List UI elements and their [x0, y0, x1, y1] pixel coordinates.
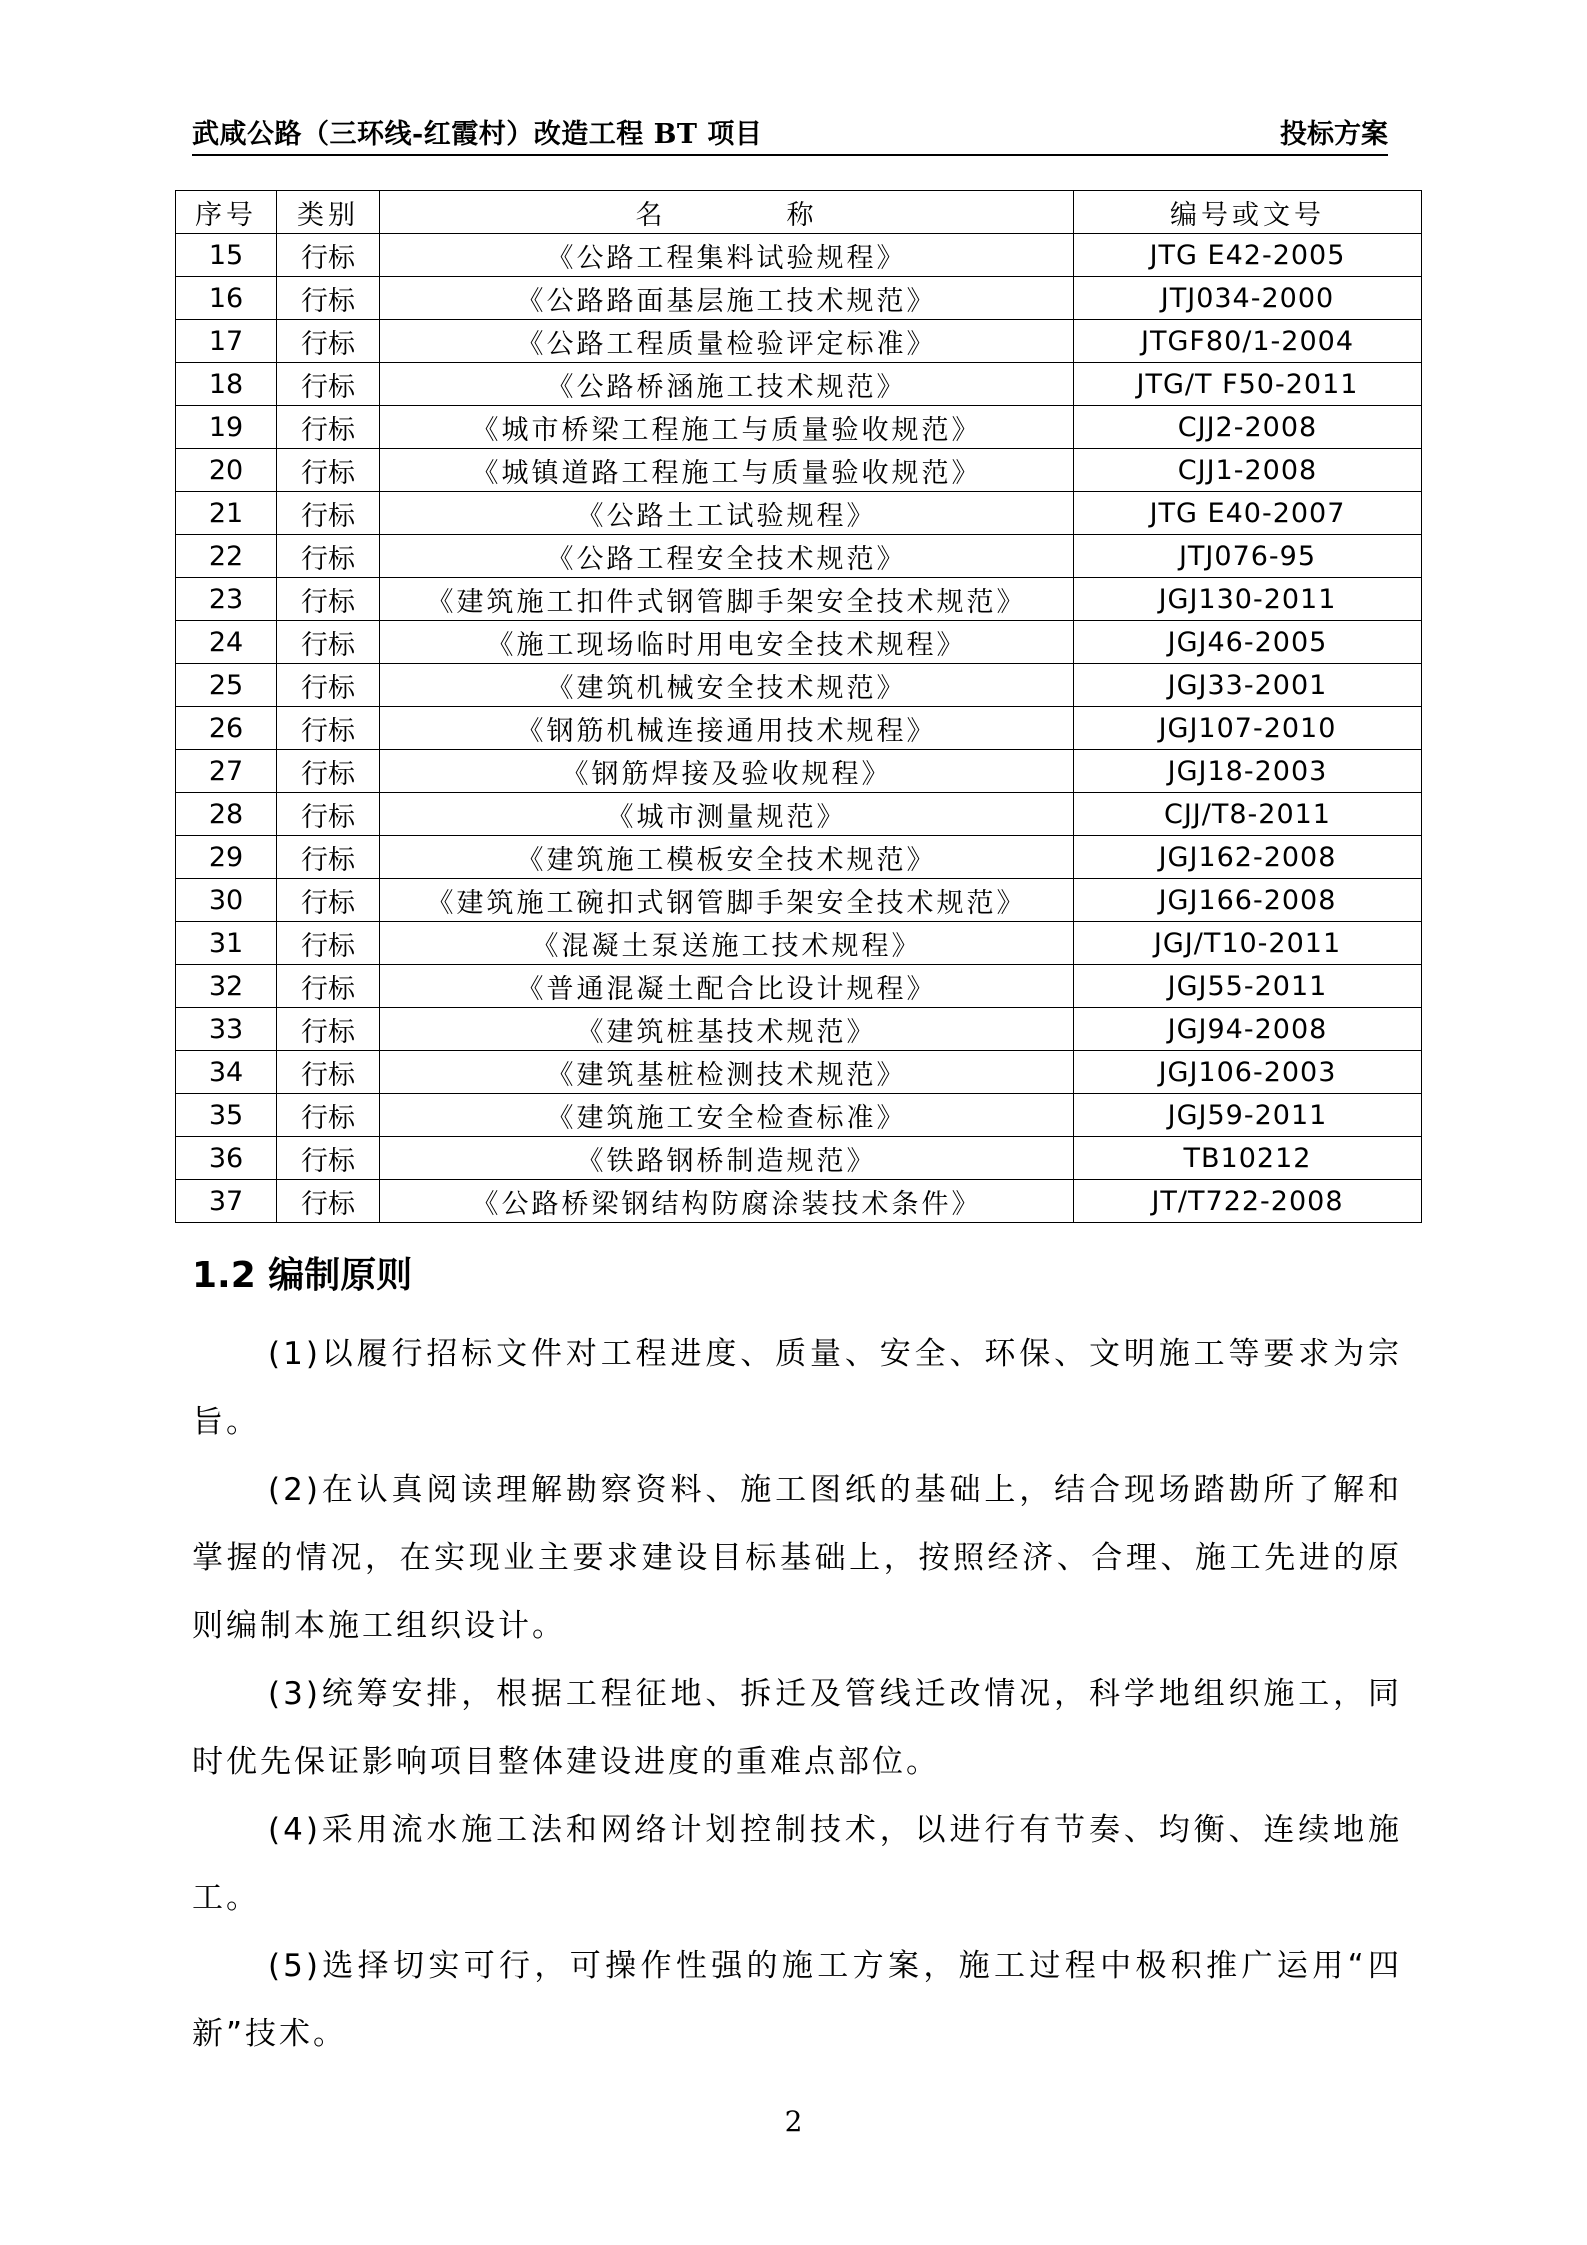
cell-category: 行标	[277, 535, 380, 578]
paragraph: (3)统筹安排，根据工程征地、拆迁及管线迁改情况，科学地组织施工，同时优先保证影响项目整体建设进度的重难点部位。	[192, 1676, 1402, 1780]
table-row	[176, 707, 1422, 750]
cell-category: 行标	[277, 1051, 380, 1094]
table-row	[176, 1180, 1422, 1223]
table-row	[176, 836, 1422, 879]
cell-name: 《公路工程安全技术规范》	[380, 535, 1074, 578]
cell-number: 36	[176, 1137, 277, 1180]
cell-code: JTGF80/1-2004	[1074, 320, 1422, 363]
cell-code: JGJ55-2011	[1074, 965, 1422, 1008]
cell-name: 《建筑基桩检测技术规范》	[380, 1051, 1074, 1094]
cell-category: 行标	[277, 707, 380, 750]
cell-name: 《钢筋焊接及验收规程》	[380, 750, 1074, 793]
cell-number: 23	[176, 578, 277, 621]
table-row	[176, 449, 1422, 492]
column-header-name-part2: 称	[786, 199, 818, 231]
table-row	[176, 965, 1422, 1008]
cell-code: JGJ46-2005	[1074, 621, 1422, 664]
cell-number: 30	[176, 879, 277, 922]
column-header-code: 编号或文号	[1074, 191, 1422, 234]
cell-category: 行标	[277, 922, 380, 965]
cell-name: 《钢筋机械连接通用技术规程》	[380, 707, 1074, 750]
cell-name: 《建筑桩基技术规范》	[380, 1008, 1074, 1051]
cell-number: 17	[176, 320, 277, 363]
cell-number: 18	[176, 363, 277, 406]
cell-code: JT/T722-2008	[1074, 1180, 1422, 1223]
table-row	[176, 234, 1422, 277]
cell-category: 行标	[277, 363, 380, 406]
cell-code: JGJ94-2008	[1074, 1008, 1422, 1051]
cell-number: 33	[176, 1008, 277, 1051]
cell-name: 《铁路钢桥制造规范》	[380, 1137, 1074, 1180]
cell-number: 29	[176, 836, 277, 879]
table-row	[176, 492, 1422, 535]
cell-number: 31	[176, 922, 277, 965]
cell-number: 32	[176, 965, 277, 1008]
cell-code: JTG E42-2005	[1074, 234, 1422, 277]
cell-category: 行标	[277, 1094, 380, 1137]
cell-code: CJJ2-2008	[1074, 406, 1422, 449]
cell-code: JGJ18-2003	[1074, 750, 1422, 793]
cell-category: 行标	[277, 449, 380, 492]
cell-name: 《混凝土泵送施工技术规程》	[380, 922, 1074, 965]
cell-category: 行标	[277, 621, 380, 664]
cell-number: 27	[176, 750, 277, 793]
cell-name: 《建筑施工模板安全技术规范》	[380, 836, 1074, 879]
cell-category: 行标	[277, 750, 380, 793]
header-doc-type: 投标方案	[1280, 119, 1388, 150]
table-row	[176, 879, 1422, 922]
cell-number: 35	[176, 1094, 277, 1137]
cell-category: 行标	[277, 836, 380, 879]
cell-number: 24	[176, 621, 277, 664]
cell-name: 《建筑施工安全检查标准》	[380, 1094, 1074, 1137]
section-body	[192, 1320, 1402, 2068]
cell-number: 28	[176, 793, 277, 836]
cell-name: 《公路土工试验规程》	[380, 492, 1074, 535]
table-row	[176, 277, 1422, 320]
cell-category: 行标	[277, 1137, 380, 1180]
table-row	[176, 750, 1422, 793]
table-row	[176, 1137, 1422, 1180]
cell-name: 《公路路面基层施工技术规范》	[380, 277, 1074, 320]
cell-name: 《建筑机械安全技术规范》	[380, 664, 1074, 707]
cell-number: 20	[176, 449, 277, 492]
cell-code: JGJ/T10-2011	[1074, 922, 1422, 965]
cell-code: JTG E40-2007	[1074, 492, 1422, 535]
cell-name: 《建筑施工扣件式钢管脚手架安全技术规范》	[380, 578, 1074, 621]
table-row	[176, 406, 1422, 449]
cell-code: JTJ034-2000	[1074, 277, 1422, 320]
column-header-category: 类别	[277, 191, 380, 234]
cell-code: JGJ162-2008	[1074, 836, 1422, 879]
column-header-name-part1: 名	[635, 199, 667, 231]
table-row	[176, 535, 1422, 578]
cell-category: 行标	[277, 1008, 380, 1051]
cell-code: TB10212	[1074, 1137, 1422, 1180]
cell-code: JGJ106-2003	[1074, 1051, 1422, 1094]
cell-code: JGJ130-2011	[1074, 578, 1422, 621]
table-body	[176, 234, 1422, 1223]
cell-name: 《施工现场临时用电安全技术规程》	[380, 621, 1074, 664]
table-row	[176, 793, 1422, 836]
cell-name: 《公路桥梁钢结构防腐涂装技术条件》	[380, 1180, 1074, 1223]
cell-code: JGJ33-2001	[1074, 664, 1422, 707]
cell-number: 19	[176, 406, 277, 449]
page-header	[192, 110, 1388, 156]
table-row	[176, 621, 1422, 664]
cell-number: 34	[176, 1051, 277, 1094]
cell-category: 行标	[277, 492, 380, 535]
table-header-row	[176, 191, 1422, 234]
paragraph: (5)选择切实可行，可操作性强的施工方案，施工过程中极积推广运用“四新”技术。	[192, 1948, 1402, 2052]
standards-table	[175, 190, 1422, 1223]
paragraph: (4)采用流水施工法和网络计划控制技术，以进行有节奏、均衡、连续地施工。	[192, 1812, 1402, 1916]
paragraph: (1)以履行招标文件对工程进度、质量、安全、环保、文明施工等要求为宗旨。	[192, 1336, 1402, 1440]
table-row	[176, 1051, 1422, 1094]
cell-category: 行标	[277, 277, 380, 320]
cell-category: 行标	[277, 965, 380, 1008]
cell-number: 37	[176, 1180, 277, 1223]
cell-name: 《城镇道路工程施工与质量验收规范》	[380, 449, 1074, 492]
cell-number: 21	[176, 492, 277, 535]
cell-code: CJJ/T8-2011	[1074, 793, 1422, 836]
cell-name: 《公路桥涵施工技术规范》	[380, 363, 1074, 406]
cell-category: 行标	[277, 406, 380, 449]
table-row	[176, 1094, 1422, 1137]
cell-name: 《城市测量规范》	[380, 793, 1074, 836]
cell-name: 《公路工程集料试验规程》	[380, 234, 1074, 277]
cell-number: 26	[176, 707, 277, 750]
cell-code: JGJ107-2010	[1074, 707, 1422, 750]
table-row	[176, 320, 1422, 363]
page-number: 2	[784, 2105, 803, 2138]
cell-code: JTG/T F50-2011	[1074, 363, 1422, 406]
section-title: 1.2 编制原则	[192, 1255, 413, 1296]
cell-number: 15	[176, 234, 277, 277]
cell-name: 《公路工程质量检验评定标准》	[380, 320, 1074, 363]
cell-category: 行标	[277, 234, 380, 277]
paragraph: (2)在认真阅读理解勘察资料、施工图纸的基础上，结合现场踏勘所了解和掌握的情况，在实现业主要求建设目标基础上，按照经济、合理、施工先进的原则编制本施工组织设计。	[192, 1472, 1402, 1644]
header-title: 武咸公路（三环线-红霞村）改造工程 BT 项目	[192, 119, 763, 150]
cell-number: 25	[176, 664, 277, 707]
table-row	[176, 922, 1422, 965]
table-row	[176, 1008, 1422, 1051]
table-row	[176, 578, 1422, 621]
column-header-number: 序号	[176, 191, 277, 234]
cell-category: 行标	[277, 793, 380, 836]
cell-code: JTJ076-95	[1074, 535, 1422, 578]
cell-code: CJJ1-2008	[1074, 449, 1422, 492]
cell-category: 行标	[277, 1180, 380, 1223]
cell-name: 《城市桥梁工程施工与质量验收规范》	[380, 406, 1074, 449]
cell-name: 《普通混凝土配合比设计规程》	[380, 965, 1074, 1008]
cell-number: 16	[176, 277, 277, 320]
cell-name: 《建筑施工碗扣式钢管脚手架安全技术规范》	[380, 879, 1074, 922]
cell-category: 行标	[277, 664, 380, 707]
cell-number: 22	[176, 535, 277, 578]
cell-category: 行标	[277, 879, 380, 922]
cell-code: JGJ166-2008	[1074, 879, 1422, 922]
cell-code: JGJ59-2011	[1074, 1094, 1422, 1137]
cell-category: 行标	[277, 578, 380, 621]
cell-category: 行标	[277, 320, 380, 363]
column-header-name	[380, 191, 1074, 234]
table-row	[176, 363, 1422, 406]
table-row	[176, 664, 1422, 707]
